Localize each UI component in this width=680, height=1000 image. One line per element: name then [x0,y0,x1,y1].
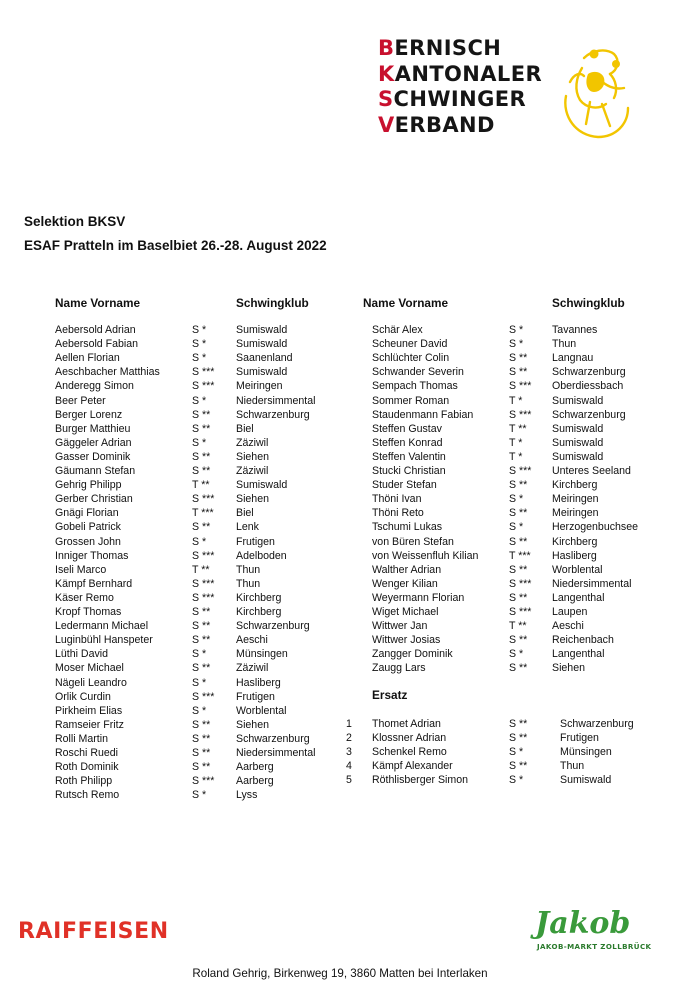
athlete-club: Aarberg [236,761,274,774]
athlete-rank: S ** [509,732,528,745]
athlete-rank: S ** [192,732,211,745]
athlete-rank: T *** [192,507,214,520]
athlete-club: Siehen [236,718,269,731]
athlete-name: Thöni Reto [372,507,424,520]
athlete-rank: S *** [509,380,532,393]
athlete-name: Rolli Martin [55,732,108,745]
athlete-club: Schwarzenburg [236,732,310,745]
athlete-club: Schwarzenburg [236,620,310,633]
athlete-club: Laupen [552,606,588,618]
athlete-name: Tschumi Lukas [372,521,443,534]
athlete-name: Staudenmann Fabian [372,408,474,421]
ersatz-number: 4 [346,760,352,773]
athlete-club: Siehen [236,493,269,506]
athlete-rank: T ** [192,479,210,492]
athlete-rank: S * [509,521,524,534]
athlete-name: Kämpf Alexander [372,760,453,773]
athlete-name: Käser Remo [55,591,114,604]
athlete-club: Thun [236,577,261,590]
athlete-name: Aebersold Adrian [55,324,136,336]
page-subtitle: ESAF Pratteln im Baselbiet 26.-28. August 2022 [24,238,327,253]
athlete-name: Gäggeler Adrian [55,436,132,449]
athlete-rank: S * [509,774,524,787]
athlete-rank: S *** [192,549,215,562]
athlete-name: Orlik Curdin [55,690,111,703]
athlete-name: von Büren Stefan [372,535,454,548]
athlete-name: Zangger Dominik [372,648,453,661]
athlete-club: Thun [552,338,577,351]
athlete-club: Zäziwil [236,465,269,477]
athlete-rank: S ** [192,761,211,774]
athlete-rank: S ** [509,760,528,773]
athlete-rank: T * [509,450,523,463]
athlete-club: Lenk [236,521,259,534]
athlete-club: Münsingen [236,648,288,661]
athlete-name: Steffen Valentin [372,450,446,463]
athlete-name: Klossner Adrian [372,732,447,745]
athlete-club: Sumiswald [552,422,604,435]
athlete-club: Sumiswald [236,324,288,336]
athlete-club: Aeschi [552,620,584,633]
athlete-name: Gnägi Florian [55,507,119,520]
athlete-rank: T * [509,394,523,407]
athlete-rank: S ** [192,634,211,647]
athlete-club: Niedersimmental [236,747,316,759]
athlete-rank: T ** [192,563,210,576]
athlete-club: Schwarzenburg [552,366,626,379]
athlete-rank: S * [192,535,207,548]
jakob-logo-icon [533,905,663,957]
bksv-logo [378,36,638,146]
athlete-name: Burger Matthieu [55,422,131,435]
athlete-rank: S *** [192,493,215,506]
athlete-rank: S ** [509,662,528,675]
athlete-rank: S * [509,648,524,661]
athlete-club: Sumiswald [552,450,604,463]
athlete-club: Kirchberg [236,606,282,618]
athlete-club: Thun [560,760,585,773]
athlete-club: Frutigen [560,732,599,745]
athlete-name: Ramseier Fritz [55,718,124,731]
athlete-name: Wiget Michael [372,606,439,618]
logo-line-4: VERBAND [378,112,495,137]
athlete-name: Scheuner David [372,338,448,351]
athlete-rank: S * [192,789,207,802]
athlete-club: Siehen [552,662,585,675]
athlete-name: Iseli Marco [55,563,107,576]
header-name-right: Name Vorname [363,296,449,310]
athlete-rank: S ** [192,662,211,675]
athlete-name: Röthlisberger Simon [372,774,468,787]
raiffeisen-name: RAIFFEISEN [18,919,169,944]
athlete-club: Siehen [236,450,269,463]
athlete-rank: S *** [509,408,532,421]
athlete-rank: S *** [192,577,215,590]
athlete-club: Kirchberg [236,591,282,604]
athlete-rank: S ** [509,634,528,647]
athlete-name: Nägeli Leandro [55,676,127,689]
athlete-club: Münsingen [560,746,612,759]
athlete-club: Reichenbach [552,634,614,647]
ersatz-number: 1 [346,718,352,730]
athlete-name: Gasser Dominik [55,450,131,463]
athlete-name: Walther Adrian [372,563,442,576]
athlete-club: Sumiswald [552,394,604,407]
ersatz-number: 3 [346,746,352,759]
athlete-rank: T *** [509,549,531,562]
jakob-tagline: JAKOB-MARKT ZOLLBRÜCK [537,942,652,951]
athlete-rank: S * [192,648,207,661]
athlete-rank: S * [192,436,207,449]
athlete-name: Schenkel Remo [372,746,447,759]
athlete-rank: S ** [192,620,211,633]
athlete-rank: S *** [192,690,215,703]
athlete-rank: S ** [509,507,528,520]
athlete-club: Thun [236,563,261,576]
athlete-club: Zäziwil [236,662,269,675]
athlete-rank: S ** [192,450,211,463]
athlete-club: Kirchberg [552,479,598,492]
athlete-name: Inniger Thomas [55,549,129,562]
athlete-club: Langenthal [552,648,605,661]
athlete-name: Kropf Thomas [55,606,122,618]
athlete-club: Meiringen [236,380,283,393]
athlete-club: Sumiswald [236,338,288,351]
athlete-rank: S ** [509,718,528,730]
athlete-club: Zäziwil [236,436,269,449]
athlete-rank: S * [192,676,207,689]
athlete-rank: S ** [192,521,211,534]
athlete-club: Langenthal [552,591,605,604]
athlete-rank: S * [192,338,207,351]
athlete-club: Langnau [552,352,594,365]
athlete-name: Moser Michael [55,662,124,675]
athlete-name: Lüthi David [55,648,108,661]
athlete-name: Schär Alex [372,324,423,336]
athlete-rank: S * [509,324,524,336]
athlete-name: Steffen Konrad [372,436,443,449]
athlete-club: Worblental [236,704,287,717]
athlete-rank: S *** [509,577,532,590]
athlete-rank: T ** [509,422,527,435]
athlete-rank: S ** [192,747,211,759]
athlete-club: Niedersimmental [236,394,316,407]
ersatz-number: 2 [346,732,352,745]
athlete-name: Grossen John [55,535,121,548]
page-title: Selektion BKSV [24,214,126,229]
athlete-name: Gehrig Philipp [55,479,122,492]
athlete-club: Sumiswald [236,479,288,492]
athlete-club: Aarberg [236,775,274,788]
athlete-club: Lyss [236,789,258,802]
athlete-name: Roth Dominik [55,761,119,774]
athlete-name: Zaugg Lars [372,662,426,675]
athlete-rank: T ** [509,620,527,633]
athlete-name: Gobeli Patrick [55,521,121,534]
athlete-rank: S * [192,394,207,407]
athlete-club: Hasliberg [236,676,281,689]
athlete-rank: S *** [509,606,532,618]
athlete-rank: S * [509,338,524,351]
athlete-club: Frutigen [236,690,275,703]
athlete-name: Gerber Christian [55,493,133,506]
athlete-club: Schwarzenburg [236,408,310,421]
header-club-left: Schwingklub [236,296,309,310]
athlete-club: Meiringen [552,493,599,506]
athlete-club: Adelboden [236,549,287,562]
athlete-name: Beer Peter [55,394,106,407]
athlete-rank: S * [509,493,524,506]
athlete-club: Frutigen [236,535,275,548]
athlete-club: Biel [236,422,254,435]
athlete-rank: S ** [192,718,211,731]
athlete-name: Wittwer Josias [372,634,441,647]
athlete-name: Weyermann Florian [372,591,465,604]
athlete-club: Hasliberg [552,549,597,562]
athlete-name: von Weissenfluh Kilian [372,549,479,562]
logo-line-3: SCHWINGER [378,87,527,111]
athlete-club: Schwarzenburg [560,718,634,730]
athlete-rank: S * [192,352,207,365]
athlete-rank: S ** [509,479,528,492]
bksv-logo-text [378,36,542,138]
athlete-club: Schwarzenburg [552,408,626,421]
footer-address: Roland Gehrig, Birkenweg 19, 3860 Matten bei Interlaken [192,967,488,980]
athlete-name: Thomet Adrian [372,718,441,730]
athlete-name: Anderegg Simon [55,380,134,393]
athlete-name: Steffen Gustav [372,422,442,435]
athlete-rank: S * [192,324,207,336]
athlete-rank: S ** [509,591,528,604]
athlete-club: Sumiswald [560,774,612,787]
athlete-name: Aeschbacher Matthias [55,366,160,379]
athlete-name: Wittwer Jan [372,620,428,633]
athlete-rank: S *** [192,775,215,788]
athlete-rank: S * [509,746,524,759]
athlete-name: Aellen Florian [55,352,120,365]
athlete-name: Stucki Christian [372,465,446,477]
raiffeisen-logo-icon [18,916,188,950]
athlete-name: Rutsch Remo [55,789,120,802]
logo-line-1: BERNISCH [378,36,502,60]
athlete-name: Pirkheim Elias [55,704,123,717]
athlete-club: Biel [236,507,254,520]
athlete-name: Sempach Thomas [372,380,458,393]
jakob-name: Jakob [535,906,631,941]
athlete-rank: S ** [192,422,211,435]
athlete-rank: S ** [192,465,211,477]
athlete-rank: S *** [192,380,215,393]
athlete-rank: S ** [192,408,211,421]
athlete-name: Aebersold Fabian [55,338,139,351]
athlete-club: Kirchberg [552,535,598,548]
logo-line-2: KANTONALER [378,61,543,86]
athlete-name: Luginbühl Hanspeter [55,634,153,647]
athlete-name: Schlüchter Colin [372,352,450,365]
athlete-club: Aeschi [236,634,268,647]
wrestlers-emblem-icon [554,38,634,142]
athlete-name: Berger Lorenz [55,408,123,421]
athlete-name: Ledermann Michael [55,620,149,633]
athlete-name: Sommer Roman [372,394,450,407]
athlete-club: Herzogenbuchsee [552,521,638,534]
athlete-club: Tavannes [552,324,598,336]
athlete-club: Meiringen [552,507,599,520]
athlete-name: Gäumann Stefan [55,465,136,477]
athlete-club: Sumiswald [552,436,604,449]
athlete-name: Roth Philipp [55,775,113,788]
header-club-right: Schwingklub [552,296,625,310]
athlete-rank: S *** [509,465,532,477]
athlete-name: Wenger Kilian [372,577,438,590]
athlete-club: Unteres Seeland [552,465,631,477]
athlete-name: Studer Stefan [372,479,437,492]
athlete-club: Saanenland [236,352,293,365]
athlete-rank: S * [192,704,207,717]
athlete-name: Roschi Ruedi [55,747,119,759]
athlete-name: Schwander Severin [372,366,464,379]
athlete-rank: S ** [509,366,528,379]
athlete-club: Worblental [552,563,603,576]
ersatz-number: 5 [346,774,352,787]
athlete-name: Thöni Ivan [372,493,422,506]
athlete-name: Kämpf Bernhard [55,577,133,590]
athlete-rank: S ** [509,535,528,548]
ersatz-heading: Ersatz [372,688,408,702]
athlete-club: Sumiswald [236,366,288,379]
athlete-rank: S ** [509,352,528,365]
athlete-rank: S *** [192,591,215,604]
athlete-rank: T * [509,436,523,449]
header-name-left: Name Vorname [55,296,141,310]
athlete-club: Niedersimmental [552,577,632,590]
athlete-rank: S ** [192,606,211,618]
athlete-rank: S *** [192,366,215,379]
athlete-rank: S ** [509,563,528,576]
athlete-club: Oberdiessbach [552,380,624,393]
